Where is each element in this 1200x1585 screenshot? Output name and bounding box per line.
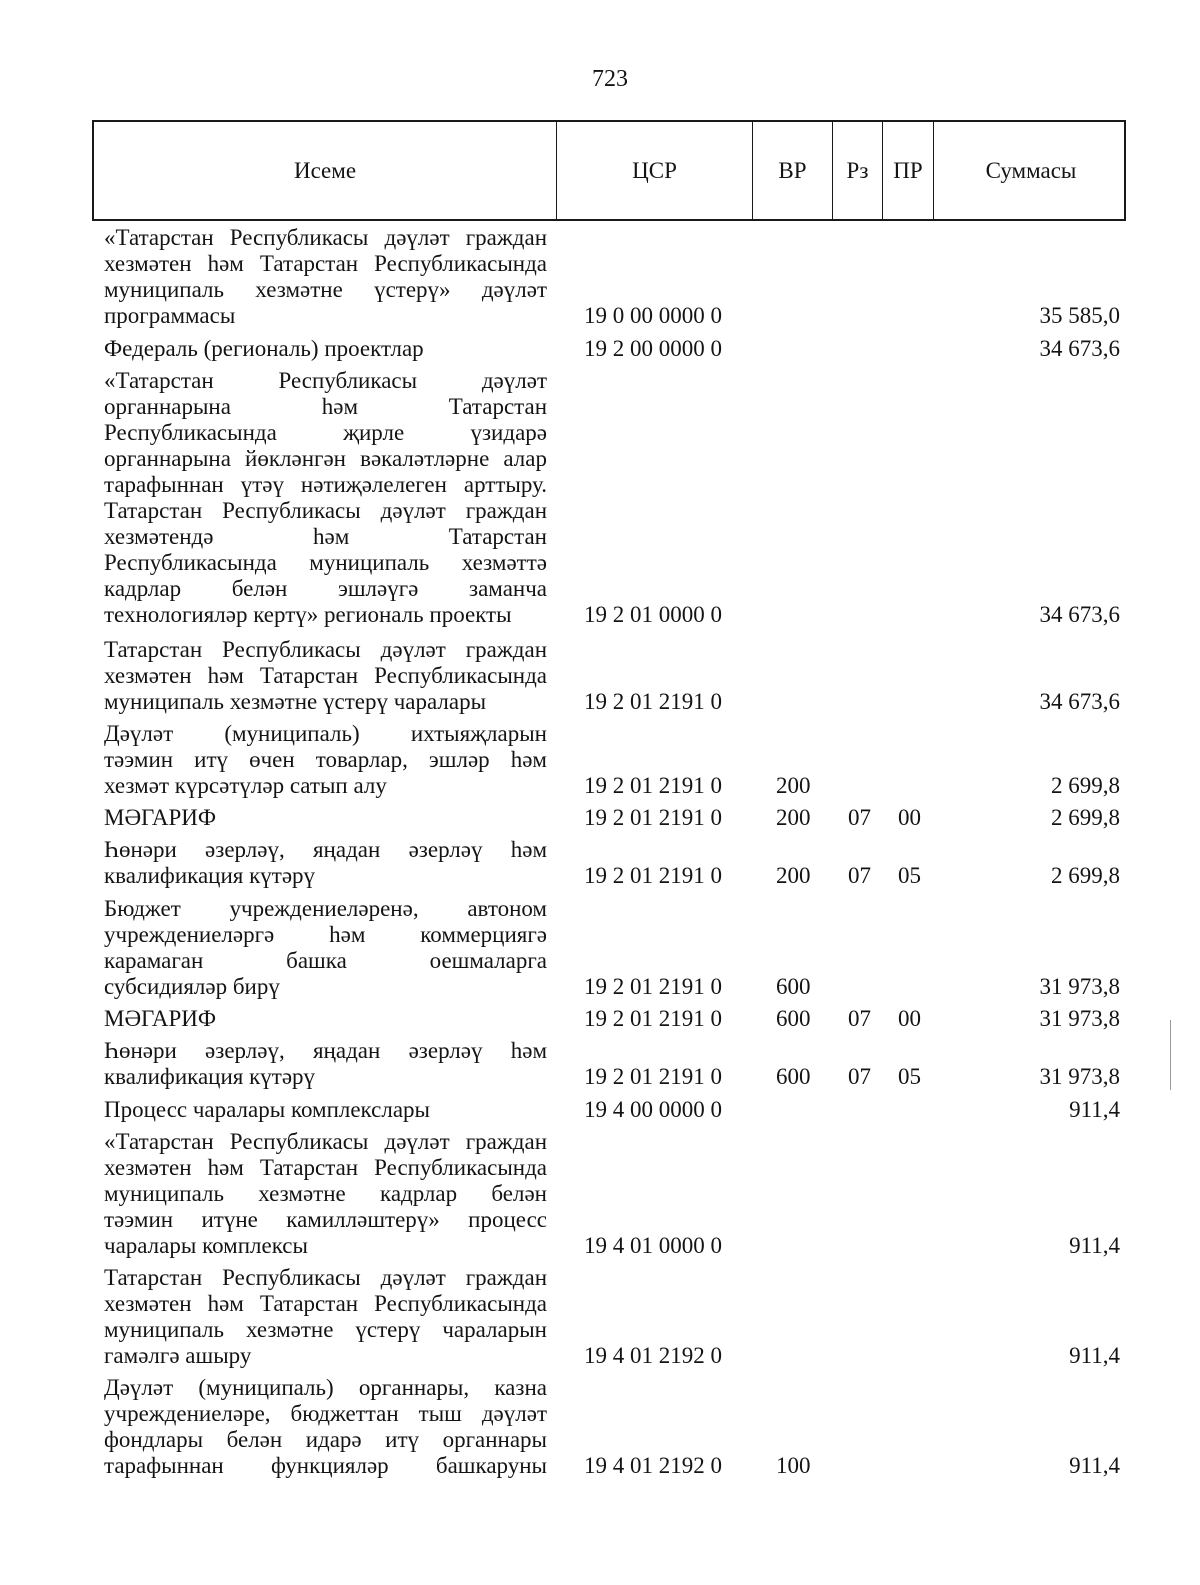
row-vr: 200 <box>776 805 811 830</box>
row-sum: 34 673,6 <box>1039 336 1120 361</box>
row-name-line: муниципаль хезмәтне кадрлар белән <box>104 1181 547 1206</box>
row-csr: 19 4 01 0000 0 <box>584 1233 722 1258</box>
row-csr: 19 4 01 2192 0 <box>584 1343 722 1368</box>
row-csr: 19 2 01 2191 0 <box>584 773 722 798</box>
row-csr: 19 2 01 2191 0 <box>584 805 722 830</box>
table-header <box>92 120 1126 221</box>
row-name-line: Федераль (региональ) проектлар <box>104 336 424 361</box>
row-name-line: фондлары белән идарә итү органнары <box>104 1427 547 1452</box>
row-vr: 100 <box>776 1453 811 1478</box>
header-csr: ЦСР <box>556 122 752 219</box>
header-pr: ПР <box>882 122 933 219</box>
row-name <box>104 336 547 362</box>
row-sum: 2 699,8 <box>1051 863 1120 888</box>
row-name <box>104 225 547 329</box>
row-rz: 07 <box>848 1064 871 1089</box>
row-name <box>104 721 547 799</box>
row-sum: 34 673,6 <box>1039 602 1120 627</box>
row-csr: 19 2 01 2191 0 <box>584 689 722 714</box>
row-name <box>104 837 547 889</box>
row-sum: 34 673,6 <box>1039 689 1120 714</box>
row-name-line: хезмәтен һәм Татарстан Республикасында <box>104 1155 547 1180</box>
row-sum: 31 973,8 <box>1039 1064 1120 1089</box>
row-name-line: чаралары комплексы <box>104 1233 308 1258</box>
row-vr: 600 <box>776 974 811 999</box>
row-csr: 19 2 01 2191 0 <box>584 863 722 888</box>
row-pr: 00 <box>898 1006 921 1031</box>
header-rz: Рз <box>832 122 882 219</box>
row-name <box>104 896 547 1000</box>
row-name-line: хезмәт күрсәтүләр сатып алу <box>104 773 387 798</box>
row-name-line: учреждениеләре, бюджеттан тыш дәүләт <box>104 1401 547 1426</box>
row-name-line: Дәүләт (муниципаль) ихтыяҗларын <box>104 721 547 746</box>
row-vr: 600 <box>776 1006 811 1031</box>
row-csr: 19 0 00 0000 0 <box>584 303 722 328</box>
row-rz: 07 <box>848 805 871 830</box>
page-number: 723 <box>592 66 628 92</box>
row-sum: 911,4 <box>1069 1233 1120 1258</box>
row-vr: 200 <box>776 773 811 798</box>
row-csr: 19 2 01 0000 0 <box>584 602 722 627</box>
row-name-line: «Татарстан Республикасы дәүләт <box>104 368 547 393</box>
scan-artifact <box>1170 1020 1171 1090</box>
row-csr: 19 2 01 2191 0 <box>584 974 722 999</box>
row-name-line: Бюджет учреждениеләренә, автоном <box>104 896 547 921</box>
header-sum: Суммасы <box>933 122 1128 219</box>
row-name-line: тарафыннан функцияләр башкаруны <box>104 1453 547 1478</box>
row-name-line: квалификация күтәрү <box>104 1064 316 1089</box>
row-name-line: Татарстан Республикасы дәүләт граждан <box>104 1265 547 1290</box>
row-name-line: хезмәтен һәм Татарстан Республикасында <box>104 663 547 688</box>
row-name-line: учреждениеләргә һәм коммерциягә <box>104 922 547 947</box>
header-name: Исеме <box>293 157 357 183</box>
row-sum: 31 973,8 <box>1039 974 1120 999</box>
row-sum: 911,4 <box>1069 1097 1120 1122</box>
row-csr: 19 4 00 0000 0 <box>584 1097 722 1122</box>
row-name-line: программасы <box>104 303 236 328</box>
header-vr: ВР <box>752 122 832 219</box>
row-name <box>104 368 547 628</box>
row-name-line: технологияләр кертү» региональ проекты <box>104 602 512 627</box>
row-vr: 200 <box>776 863 811 888</box>
row-name-line: карамаган башка оешмаларга <box>104 948 547 973</box>
row-name-line: органнарына һәм Татарстан <box>104 394 547 419</box>
row-sum: 31 973,8 <box>1039 1006 1120 1031</box>
row-name-line: квалификация күтәрү <box>104 863 316 888</box>
row-name <box>104 1129 547 1259</box>
row-name-line: Һөнәри әзерләү, яңадан әзерләү һәм <box>104 837 547 862</box>
row-name-line: Процесс чаралары комплекслары <box>104 1097 431 1122</box>
row-name-line: тәэмин итү өчен товарлар, эшләр һәм <box>104 747 547 772</box>
row-name-line: муниципаль хезмәтне үстерү чаралары <box>104 689 487 714</box>
row-pr: 05 <box>898 1064 921 1089</box>
row-sum: 2 699,8 <box>1051 773 1120 798</box>
row-name <box>104 1097 547 1123</box>
row-sum: 2 699,8 <box>1051 805 1120 830</box>
row-name-line: Татарстан Республикасы дәүләт граждан <box>104 498 547 523</box>
row-name-line: органнарына йөкләнгән вәкаләтләрне алар <box>104 446 547 471</box>
row-name-line: муниципаль хезмәтне үстерү чараларын <box>104 1317 547 1342</box>
row-name-line: муниципаль хезмәтне үстерү» дәүләт <box>104 277 547 302</box>
row-name-line: МӘГАРИФ <box>104 1006 217 1031</box>
row-csr: 19 4 01 2192 0 <box>584 1453 722 1478</box>
row-name-line: хезмәтен һәм Татарстан Республикасында <box>104 1291 547 1316</box>
row-sum: 911,4 <box>1069 1343 1120 1368</box>
row-csr: 19 2 01 2191 0 <box>584 1064 722 1089</box>
row-sum: 911,4 <box>1069 1453 1120 1478</box>
row-name-line: гамәлгә ашыру <box>104 1343 252 1368</box>
row-name-line: Республикасында җирле үзидарә <box>104 420 547 445</box>
row-name-line: МӘГАРИФ <box>104 805 217 830</box>
row-name-line: тарафыннан үтәү нәтиҗәлелеген арттыру. <box>104 472 547 497</box>
row-pr: 00 <box>898 805 921 830</box>
row-sum: 35 585,0 <box>1039 303 1120 328</box>
row-rz: 07 <box>848 1006 871 1031</box>
row-name-line: хезмәтендә һәм Татарстан <box>104 524 547 549</box>
row-name-line: «Татарстан Республикасы дәүләт граждан <box>104 1129 547 1154</box>
row-rz: 07 <box>848 863 871 888</box>
row-csr: 19 2 01 2191 0 <box>584 1006 722 1031</box>
row-vr: 600 <box>776 1064 811 1089</box>
row-csr: 19 2 00 0000 0 <box>584 336 722 361</box>
row-name-line: кадрлар белән эшләүгә заманча <box>104 576 547 601</box>
row-name <box>104 805 547 831</box>
row-name-line: субсидияләр бирү <box>104 974 280 999</box>
row-name-line: тәэмин итүне камилләштерү» процесс <box>104 1207 547 1232</box>
row-name-line: Һөнәри әзерләү, яңадан әзерләү һәм <box>104 1038 547 1063</box>
row-name <box>104 1006 547 1032</box>
row-name <box>104 1038 547 1090</box>
row-name <box>104 637 547 715</box>
row-name-line: Дәүләт (муниципаль) органнары, казна <box>104 1375 547 1400</box>
row-name <box>104 1265 547 1369</box>
row-name-line: Республикасында муниципаль хезмәттә <box>104 550 547 575</box>
row-name <box>104 1375 547 1479</box>
row-name-line: хезмәтен һәм Татарстан Республикасында <box>104 251 547 276</box>
row-name-line: «Татарстан Республикасы дәүләт граждан <box>104 225 547 250</box>
row-pr: 05 <box>898 863 921 888</box>
row-name-line: Татарстан Республикасы дәүләт граждан <box>104 637 547 662</box>
